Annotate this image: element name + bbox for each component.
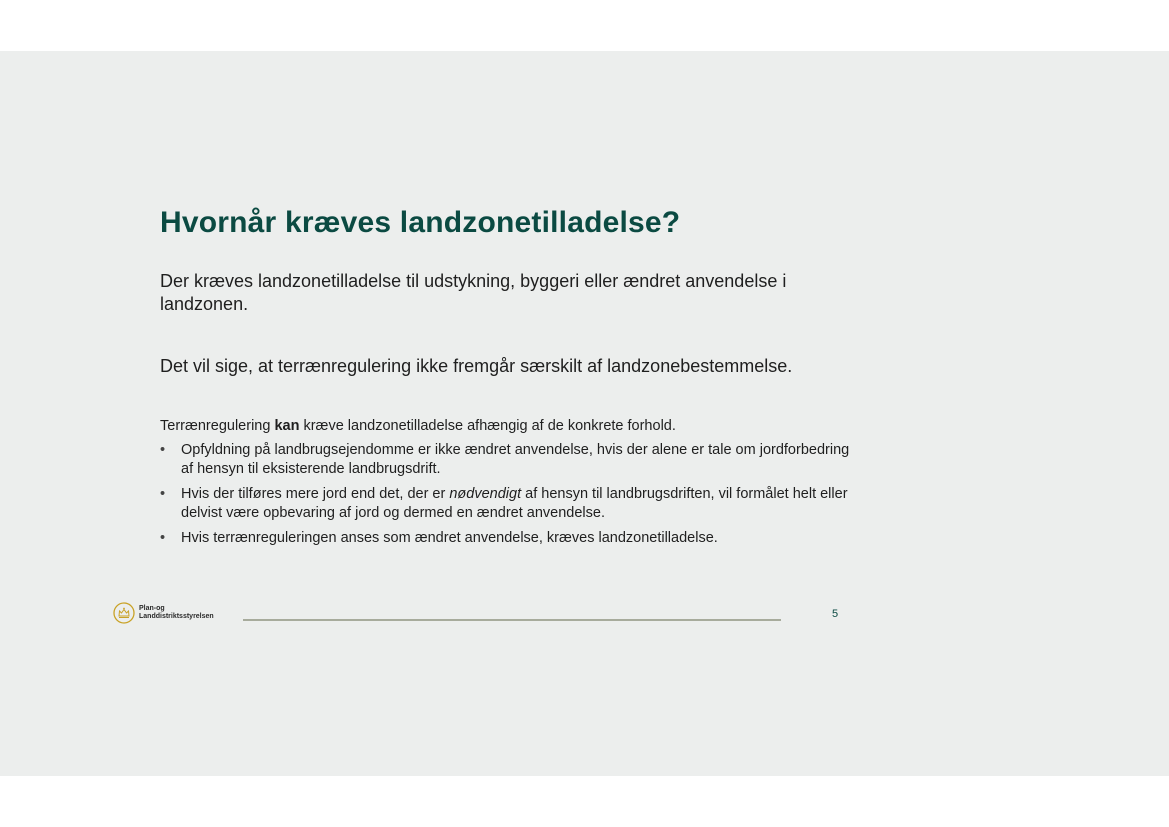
slide-title: Hvornår kræves landzonetilladelse? [160,206,681,239]
lead-text-before: Terrænregulering [160,418,275,434]
slide [0,51,1169,776]
bullet-icon: • [160,486,166,502]
agency-name-line1: Plan-og [139,605,165,612]
lead-sentence [160,417,860,436]
bullet-icon: • [160,442,166,458]
list-item-text: Opfyldning på landbrugsejendomme er ikke ændret anvendelse, hvis der alene er tale om jordforbedring af hensyn til eksisterende landbrugsdrift. [181,442,850,477]
lead-text-bold: kan [274,418,300,434]
footer-divider [243,619,781,621]
agency-logo [113,602,214,624]
page-number: 5 [832,608,839,620]
agency-name-line2: Landdistriktsstyrelsen [139,613,214,620]
lead-text-after: kræve landzonetilladelse afhængig af de konkrete forhold. [299,418,676,434]
crown-seal-icon [113,602,135,624]
intro-paragraph-2: Det vil sige, at terrænregulering ikke fremgår særskilt af landzonebestemmelse. [160,356,793,376]
list-item [160,441,860,479]
list-item [160,529,860,548]
list-item-text-after: af hensyn til landbrugsdriften, vil formålet helt eller delvist være opbevaring af jord og dermed en ændret anvendelse. [181,486,848,521]
intro-paragraph: Der kræves landzonetilladelse til udstykning, byggeri eller ændret anvendelse i landzonen. [160,271,787,314]
agency-name [139,605,214,621]
list-item [160,485,860,523]
list-item-text-italic: nødvendigt [449,486,522,502]
list-item-text: Hvis terrænreguleringen anses som ændret anvendelse, kræves landzonetilladelse. [181,530,718,546]
bullet-list [160,441,860,548]
bullet-icon: • [160,530,166,546]
list-item-text-before: Hvis der tilføres mere jord end det, der er [181,486,450,502]
body-text [160,417,860,554]
